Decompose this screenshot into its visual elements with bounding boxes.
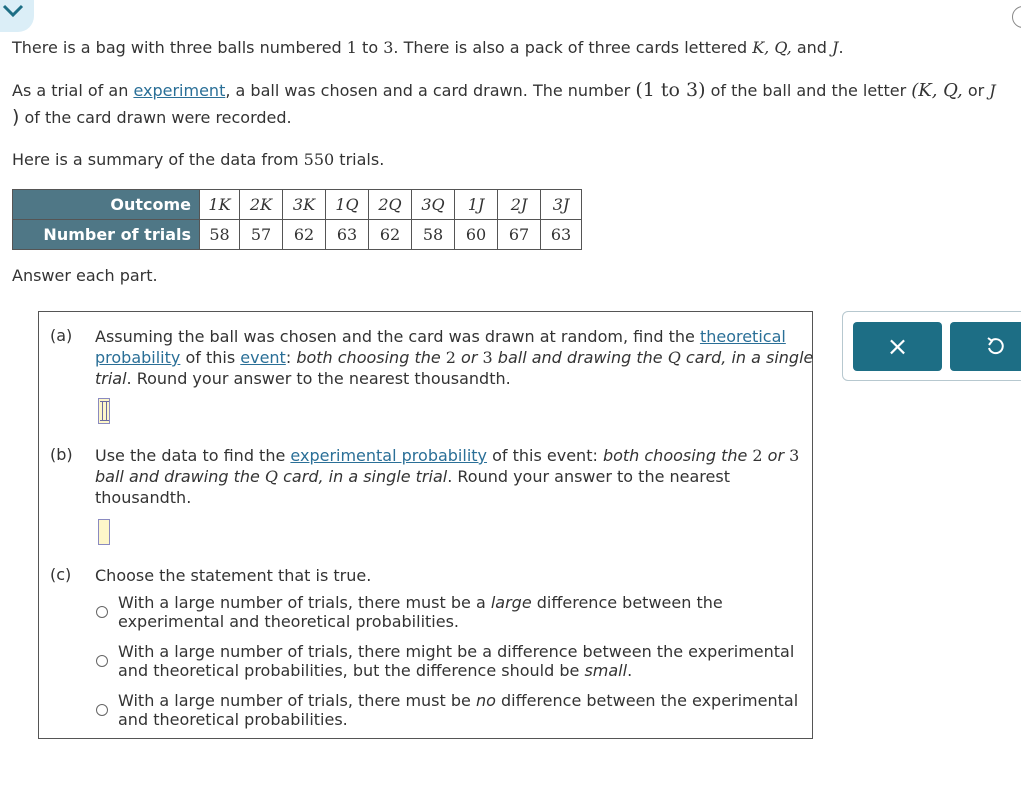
count-cell: 58 [412,220,455,250]
option-1-radio[interactable] [96,606,108,618]
outcome-cell: 2Q [369,190,412,220]
undo-icon [985,336,1005,358]
part-a-label: (a) [50,326,73,345]
count-cell: 60 [455,220,498,250]
count-cell: 57 [240,220,283,250]
action-panel [842,311,1021,381]
outcome-cell: 3K [283,190,326,220]
outcome-cell: 3Q [412,190,455,220]
part-b-text: Use the data to find the experimental probability of this event: both choosing the 2 or 3 ball and drawing the Q card, in a single trial. Round your answer to the nearest thousandth. [95,446,800,507]
count-cell: 58 [200,220,240,250]
question-box [38,311,813,739]
outcome-cell: 2J [498,190,541,220]
part-b-answer-input[interactable] [98,519,110,545]
intro-paragraph: There is a bag with three balls numbered 1 to 3. There is also a pack of three cards lettered K, Q, and J. [12,38,844,57]
clear-button[interactable] [853,322,942,371]
text-cursor-icon [102,401,107,421]
trial-paragraph: As a trial of an experiment, a ball was chosen and a card drawn. The number (1 to 3) of the ball and the letter (K, Q, or J ) of the card drawn were recorded. [12,79,996,128]
theoretical-probability-link-2[interactable]: probability [95,348,181,367]
event-link[interactable]: event [240,348,286,367]
count-cell: 67 [498,220,541,250]
theoretical-probability-link[interactable]: theoretical [699,327,786,346]
outcome-cell: 3J [541,190,582,220]
option-1-text[interactable]: With a large number of trials, there must be a large difference between the experimental and theoretical probabilities. [118,593,723,631]
close-icon: × [886,331,909,362]
count-header: Number of trials [13,220,200,250]
outcome-cell: 1J [455,190,498,220]
option-3-text[interactable]: With a large number of trials, there must be no difference between the experimental and theoretical probabilities. [118,691,799,729]
option-3-radio[interactable] [96,704,108,716]
answer-each-label: Answer each part. [12,266,158,285]
outcome-cell: 2K [240,190,283,220]
count-cell: 62 [369,220,412,250]
count-cell: 63 [326,220,369,250]
collapse-toggle[interactable] [0,0,34,32]
help-circle-icon[interactable] [1012,6,1021,28]
chevron-down-icon [2,4,24,18]
experiment-link[interactable]: experiment [133,81,226,100]
count-row [13,220,582,250]
outcome-summary-table [12,189,582,250]
count-cell: 62 [283,220,326,250]
part-c-prompt: Choose the statement that is true. [95,566,372,585]
experimental-probability-link[interactable]: experimental probability [290,446,488,465]
part-c-label: (c) [50,565,72,584]
summary-paragraph: Here is a summary of the data from 550 trials. [12,150,385,169]
part-a-answer-input[interactable] [98,398,110,424]
outcome-header: Outcome [13,190,200,220]
count-cell: 63 [541,220,582,250]
outcome-row [13,190,582,220]
option-2-radio[interactable] [96,655,108,667]
outcome-cell: 1Q [326,190,369,220]
part-a-text: Assuming the ball was chosen and the card was drawn at random, find the theoretical probability of this event: both choosing the 2 or 3 ball and drawing the Q card, in a single trial. Round your answer to the nearest thousandth. [95,327,814,388]
option-2-text[interactable]: With a large number of trials, there might be a difference between the experimental and theoretical probabilities, but the difference should be small. [118,642,795,680]
part-b-label: (b) [50,445,73,464]
outcome-cell: 1K [200,190,240,220]
undo-button[interactable] [950,322,1021,371]
